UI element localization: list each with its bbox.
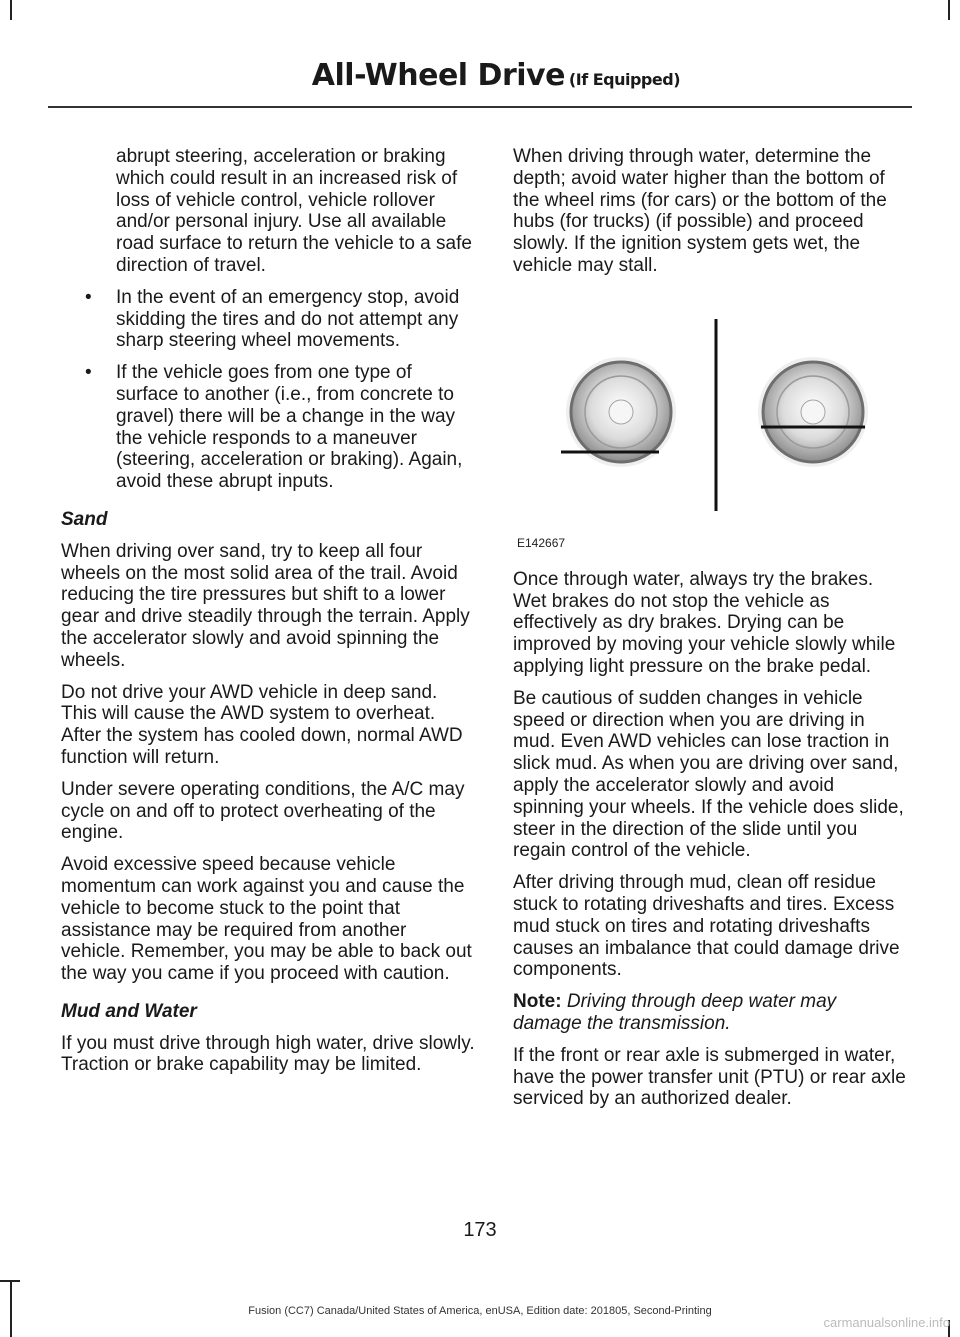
bullet-list bbox=[61, 287, 475, 493]
crop-mark bbox=[948, 0, 950, 20]
mud-heading: Mud and Water bbox=[61, 1000, 197, 1022]
bullet-text: In the event of an emergency stop, avoid skidding the tires and do not attempt any sharp steering wheel movements. bbox=[116, 286, 460, 352]
right-column bbox=[513, 146, 910, 1120]
paragraph: Under severe operating conditions, the A/C may cycle on and off to protect overheating of the engine. bbox=[61, 778, 465, 844]
bullet-glyph: • bbox=[85, 362, 92, 384]
paragraph: When driving through water, determine the depth; avoid water higher than the bottom of the wheel rims (for cars) or the bottom of the hubs (for trucks) (if possible) and proceed slowly. If the ignition system gets wet, the vehicle may stall. bbox=[513, 146, 887, 276]
list-item bbox=[61, 362, 475, 493]
sand-heading: Sand bbox=[61, 508, 108, 530]
truck-wheel-icon bbox=[758, 357, 868, 467]
car-wheel-icon bbox=[561, 357, 676, 467]
paragraph: Do not drive your AWD vehicle in deep sand. This will cause the AWD system to overheat. After the system has cooled down, normal AWD function will return. bbox=[61, 681, 463, 768]
crop-mark bbox=[0, 1280, 20, 1282]
bullet-text: If the vehicle goes from one type of surface to another (i.e., from concrete to gravel) there will be a change in the way the vehicle responds to a maneuver (steering, acceleration or braking). Again, avoid these abrupt inputs. bbox=[116, 362, 463, 493]
edition-footer: Fusion (CC7) Canada/United States of America, enUSA, Edition date: 201805, Second-Printing bbox=[248, 1305, 712, 1317]
paragraph: Avoid excessive speed because vehicle momentum can work against you and cause the vehicle to become stuck to the point that assistance may be required from another vehicle. Remember, you may be able to back out the way you came if you proceed with caution. bbox=[61, 854, 472, 985]
header-rule bbox=[48, 106, 912, 108]
note-label: Note: bbox=[513, 991, 562, 1013]
page-title bbox=[312, 58, 680, 93]
paragraph: Be cautious of sudden changes in vehicle speed or direction when you are driving in mud. Even AWD vehicles can lose traction in slick mud. As when you are driving over sand, apply the accelerator slowly and avoid spinning your wheels. If the vehicle does slide, steer in the direction of the slide until you regain control of the vehicle. bbox=[513, 687, 904, 862]
paragraph: Once through water, always try the brakes. Wet brakes do not stop the vehicle as effectively as dry brakes. Drying can be improved by moving your vehicle slowly while applying light pressure on the brake pedal. bbox=[513, 568, 896, 677]
note bbox=[513, 991, 910, 1035]
note-text: Driving through deep water may damage the transmission. bbox=[513, 991, 837, 1034]
paragraph: When driving over sand, try to keep all four wheels on the most solid area of the trail. Avoid reducing the tire pressures but shift to a lower gear and drive steadily through the terrain. Apply the accelerator slowly and avoid spinning the wheels. bbox=[61, 540, 470, 671]
continuation-text: abrupt steering, acceleration or braking which could result in an increased risk of loss of vehicle control, vehicle rollover and/or personal injury. Use all available road surface to return the vehicle to a safe direction of travel. bbox=[116, 146, 472, 276]
section-title: All-Wheel Drive bbox=[311, 58, 565, 93]
bullet-glyph: • bbox=[85, 286, 92, 308]
paragraph: After driving through mud, clean off residue stuck to rotating driveshafts and tires. Excess mud stuck on tires and rotating driveshafts causes an imbalance that could damage drive components. bbox=[513, 872, 900, 981]
page-number: 173 bbox=[463, 1219, 497, 1241]
wheel-illustration bbox=[513, 305, 910, 555]
left-column bbox=[61, 146, 475, 1086]
crop-mark bbox=[10, 0, 12, 20]
list-item bbox=[61, 287, 475, 352]
paragraph: If you must drive through high water, drive slowly. Traction or brake capability may be limited. bbox=[61, 1032, 475, 1076]
section-subtitle: (If Equipped) bbox=[568, 70, 680, 89]
watermark: carmanualsonline.info bbox=[823, 1315, 950, 1330]
figure-id: E142667 bbox=[517, 535, 566, 550]
water-depth-figure bbox=[513, 305, 910, 555]
paragraph: If the front or rear axle is submerged in water, have the power transfer unit (PTU) or rear axle serviced by an authorized dealer. bbox=[513, 1044, 906, 1110]
